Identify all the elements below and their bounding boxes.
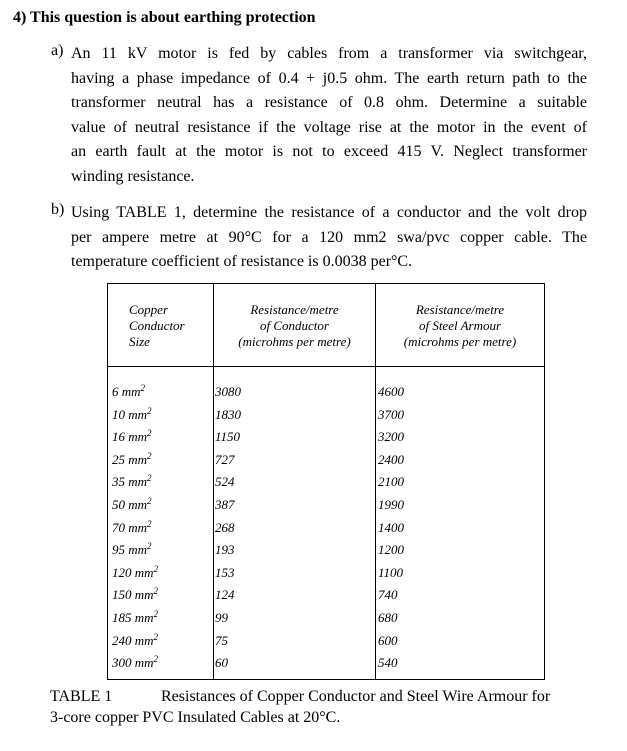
cell-conductor-resistance: 727 (215, 451, 235, 467)
caption-line2: 3-core copper PVC Insulated Cables at 20°C. (50, 709, 341, 726)
cell-armour-resistance: 1100 (378, 564, 404, 580)
cell-size: 240 $mm^2$ (112, 631, 159, 648)
cell-conductor-resistance: 524 (215, 474, 235, 490)
cell-armour-resistance: 1400 (378, 519, 404, 535)
header-line: Size (129, 334, 150, 349)
cell-size: 150 $mm^2$ (112, 586, 159, 603)
cell-conductor-resistance: 75 (215, 632, 228, 648)
part-a-text (71, 42, 587, 189)
cell-size: 120 $mm^2$ (112, 563, 159, 580)
caption-title: Resistances of Copper Conductor and Steel Wire Armour for (161, 688, 551, 705)
header-line: Resistance/metre (250, 302, 339, 317)
cell-armour-resistance: 2400 (378, 451, 404, 467)
header-conductor-resistance (214, 302, 375, 350)
cell-size: 25 $mm^2$ (112, 450, 152, 467)
question-title: 4) This question is about earthing protection (13, 9, 316, 26)
resistance-table (107, 283, 545, 680)
cell-conductor-resistance: 3080 (215, 384, 241, 399)
header-line: of Conductor (260, 318, 329, 333)
cell-conductor-resistance: 268 (215, 519, 235, 535)
header-line: (microhms per metre) (238, 334, 351, 349)
part-b-label: b) (51, 201, 65, 218)
cell-armour-resistance: 600 (378, 632, 398, 648)
part-a-line: having a phase impedance of 0.4 + j0.5 ohm. The earth return path to the (71, 69, 587, 87)
part-b-line: temperature coefficient of resistance is 0.0038 per°C. (71, 253, 413, 270)
header-line: Conductor (129, 318, 185, 333)
cell-size: 35 $mm^2$ (112, 473, 152, 490)
cell-size: 16 $mm^2$ (112, 428, 152, 445)
cell-conductor-resistance: 1830 (215, 406, 241, 422)
cell-size: 70 $mm^2$ (112, 518, 152, 535)
cell-armour-resistance: 1990 (378, 497, 404, 512)
part-a-line: an earth fault at the motor is not to exceed 415 V. Neglect transformer (71, 143, 587, 160)
cell-armour-resistance: 740 (378, 587, 398, 603)
caption-label: TABLE 1 (50, 688, 113, 705)
cell-size: 95 $mm^2$ (112, 541, 152, 558)
part-b-text (71, 201, 587, 275)
header-armour-resistance (376, 302, 544, 350)
cell-armour-resistance: 2100 (378, 474, 404, 490)
cell-conductor-resistance: 124 (215, 587, 235, 603)
header-line: Resistance/metre (415, 302, 505, 317)
cell-size: 185 $mm^2$ (112, 609, 159, 625)
cell-armour-resistance: 1200 (378, 542, 404, 558)
part-a-line: transformer neutral has a resistance of 0.8 ohm. Determine a suitable (71, 94, 587, 111)
cell-conductor-resistance: 193 (215, 542, 235, 558)
cell-armour-resistance: 3700 (378, 406, 404, 422)
table-header-rule (108, 366, 544, 367)
header-line: (microhms per metre) (403, 334, 517, 349)
part-b-line: Using TABLE 1, determine the resistance of a conductor and the volt drop (71, 204, 587, 221)
header-line: of Steel Armour (418, 318, 502, 333)
part-a-line: winding resistance. (71, 167, 195, 185)
cell-conductor-resistance: 387 (215, 497, 235, 512)
cell-conductor-resistance: 99 (215, 610, 228, 625)
cell-conductor-resistance: 1150 (215, 429, 241, 445)
header-copper-conductor (129, 302, 185, 350)
cell-armour-resistance: 680 (378, 610, 398, 625)
header-line: Copper (129, 302, 168, 317)
part-a-label: a) (51, 42, 64, 59)
cell-size: 6 $mm^2$ (112, 383, 146, 399)
part-b-line: per ampere metre at 90°C for a 120 mm2 swa/pvc copper cable. The (71, 228, 587, 246)
cell-armour-resistance: 3200 (378, 429, 404, 445)
cell-size: 50 $mm^2$ (112, 496, 152, 512)
cell-conductor-resistance: 60 (215, 655, 228, 671)
part-a-line: value of neutral resistance if the voltage rise at the motor in the event of (71, 118, 587, 136)
cell-size: 10 $mm^2$ (112, 405, 152, 422)
cell-armour-resistance: 4600 (378, 384, 404, 399)
cell-size: 300 $mm^2$ (112, 654, 159, 671)
cell-armour-resistance: 540 (378, 655, 398, 671)
cell-conductor-resistance: 153 (215, 564, 235, 580)
part-a-line: An 11 kV motor is fed by cables from a transformer via switchgear, (71, 45, 587, 62)
